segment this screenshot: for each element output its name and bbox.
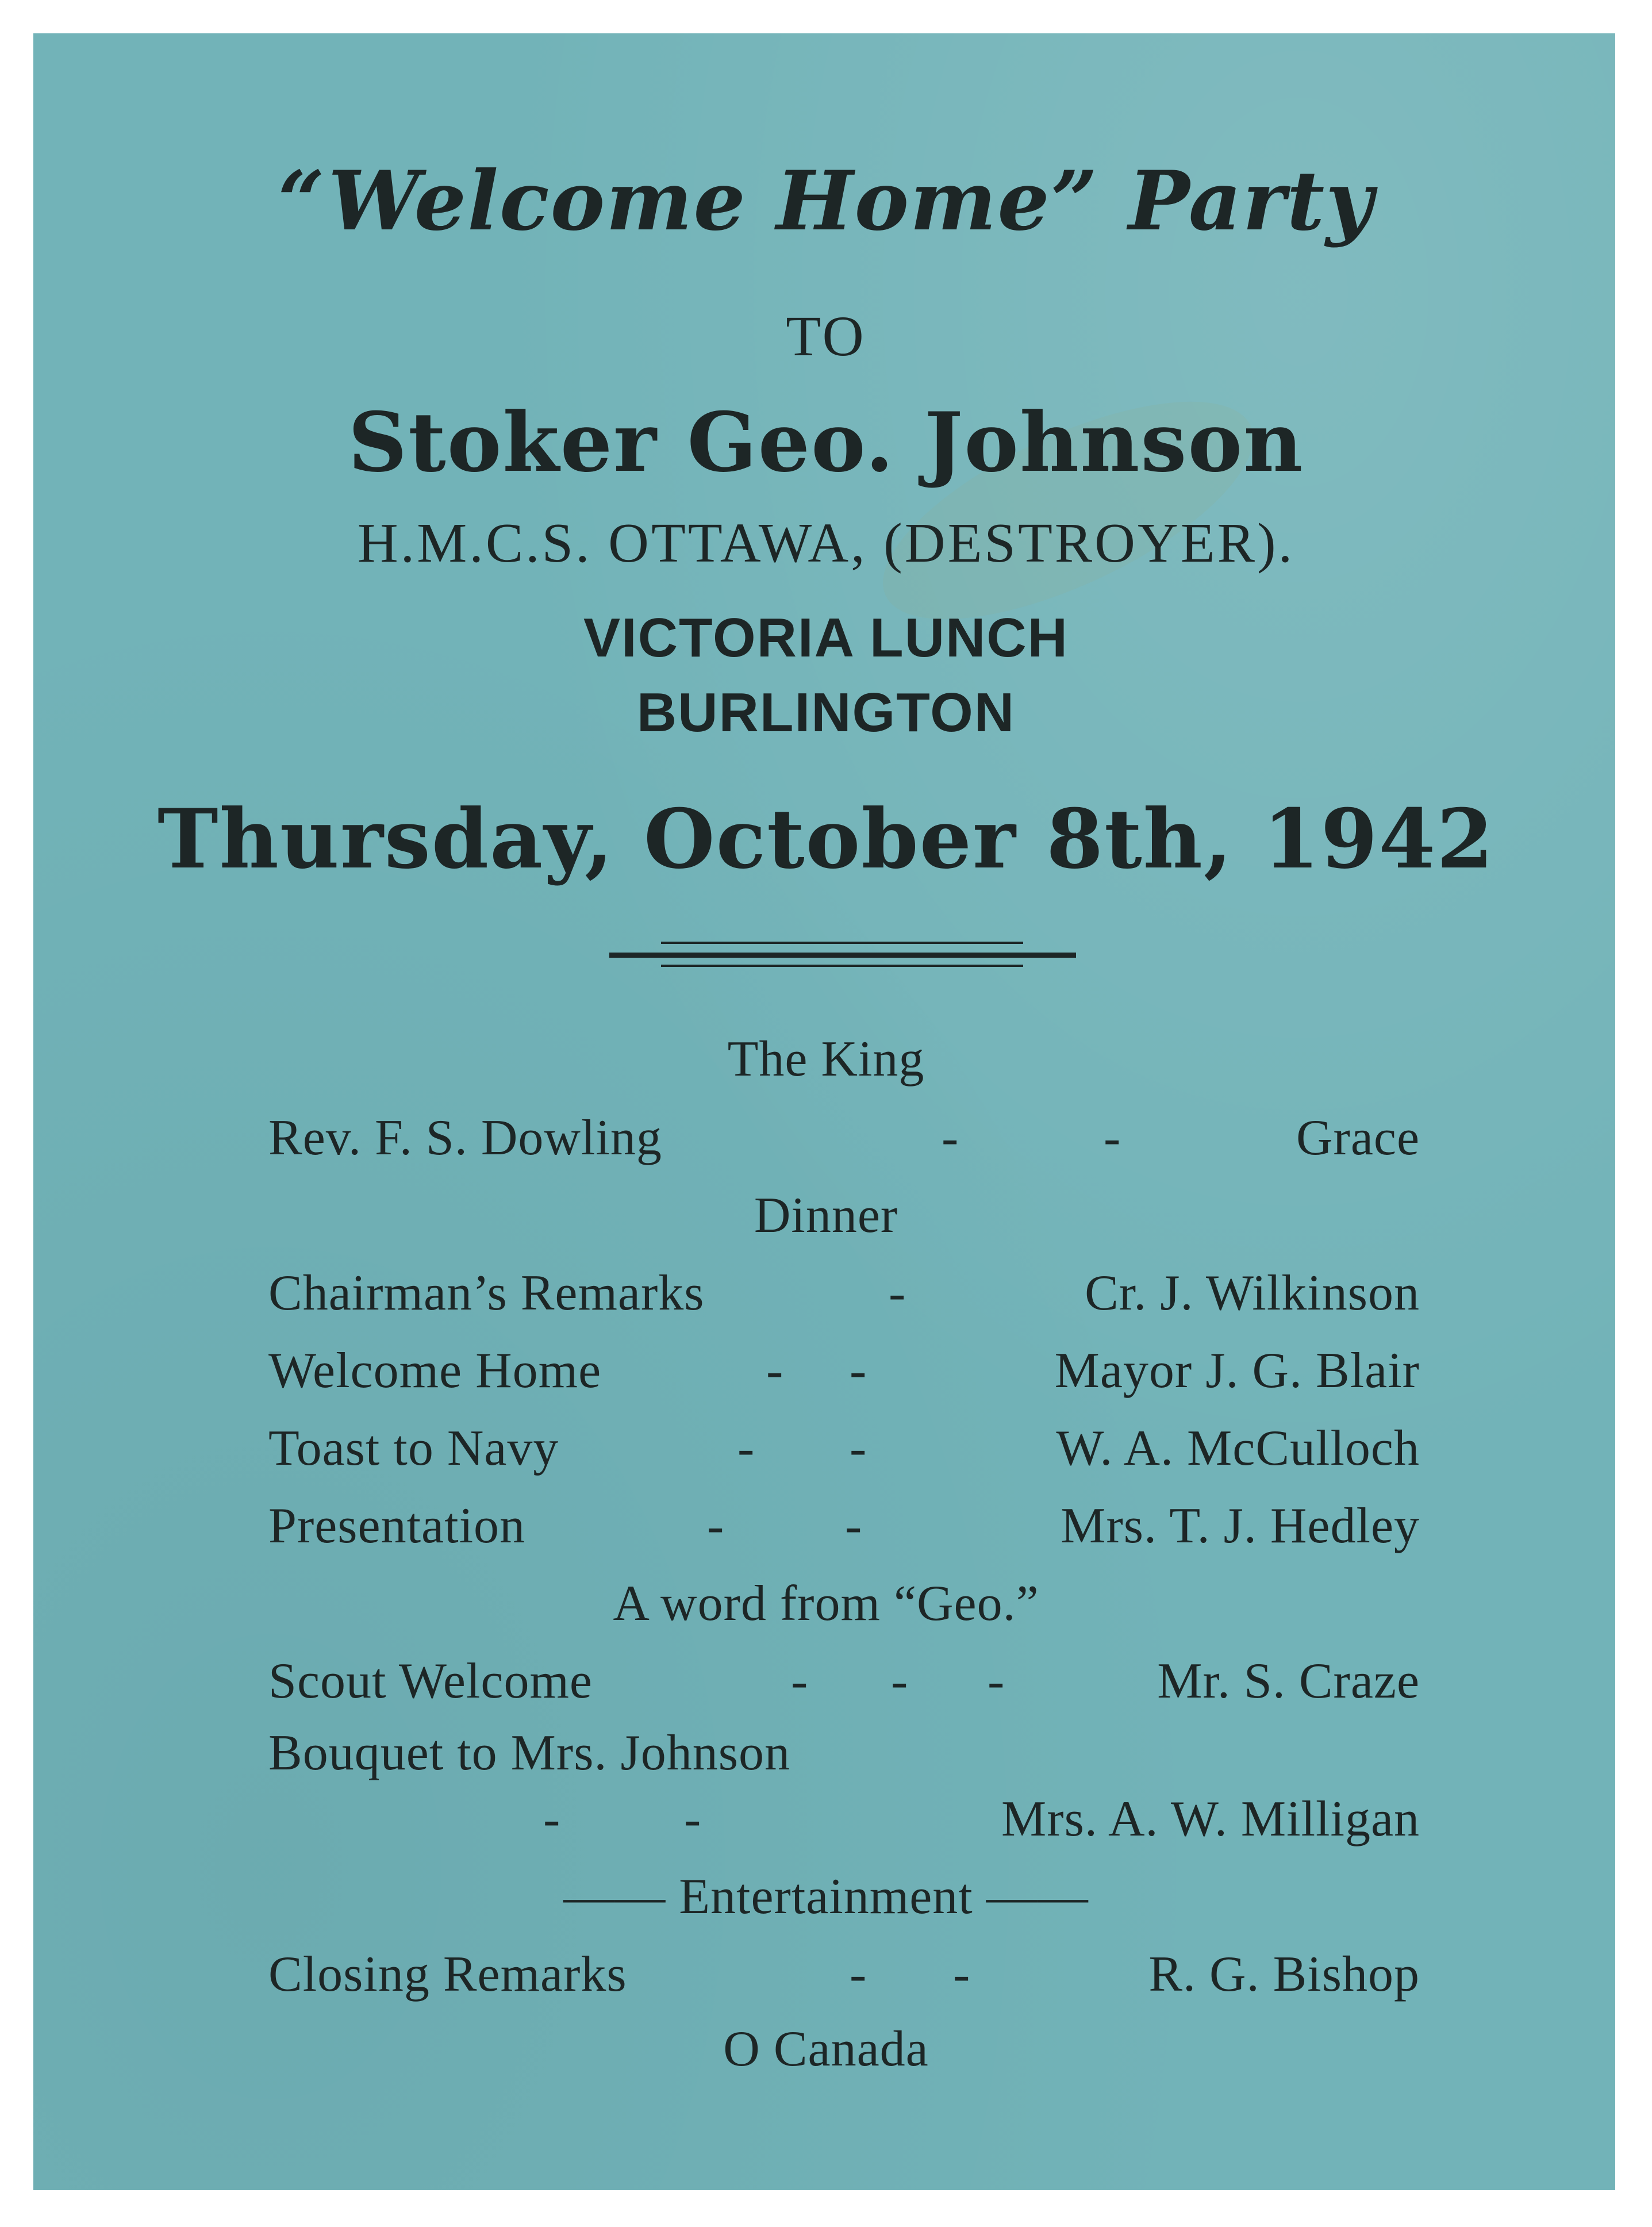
program-o-canada: O Canada xyxy=(723,2021,929,2077)
program-dash: - xyxy=(791,1653,809,1709)
program-chairman-item: Chairman’s Remarks xyxy=(268,1265,705,1321)
program-presentation-speaker: Mrs. T. J. Hedley xyxy=(1061,1498,1420,1554)
program-word-from-geo: A word from “Geo.” xyxy=(613,1576,1039,1631)
program-dash: - xyxy=(850,1343,867,1399)
program-dash: - xyxy=(891,1653,909,1709)
program-toast-item: Toast to Navy xyxy=(268,1420,559,1476)
program-dash: - xyxy=(889,1265,906,1321)
program-grace-item: Grace xyxy=(1296,1110,1420,1166)
program-toast-speaker: W. A. McCulloch xyxy=(1056,1420,1420,1476)
program-welcome-item: Welcome Home xyxy=(268,1343,602,1399)
program-the-king: The King xyxy=(727,1031,925,1087)
program-dash: - xyxy=(850,1946,867,2002)
program-presentation-item: Presentation xyxy=(268,1498,526,1554)
program-grace-speaker: Rev. F. S. Dowling xyxy=(268,1110,662,1166)
program-bouquet-item: Bouquet to Mrs. Johnson xyxy=(268,1725,790,1781)
event-title: “Welcome Home” Party xyxy=(278,153,1374,249)
program-entertainment: —— Entertainment —— xyxy=(563,1869,1089,1925)
program-dash: - xyxy=(684,1791,702,1847)
to-label: TO xyxy=(786,304,866,368)
program-dash: - xyxy=(845,1498,863,1554)
program-welcome-speaker: Mayor J. G. Blair xyxy=(1054,1343,1420,1399)
divider-line-top xyxy=(661,942,1023,944)
program-chairman-speaker: Cr. J. Wilkinson xyxy=(1085,1265,1420,1321)
program-dash: - xyxy=(850,1420,867,1476)
program-dash: - xyxy=(1104,1110,1121,1166)
program-dash: - xyxy=(543,1791,561,1847)
program-dash: - xyxy=(737,1420,755,1476)
venue-town: BURLINGTON xyxy=(636,682,1016,743)
ship-name: H.M.C.S. OTTAWA, (DESTROYER). xyxy=(357,512,1295,574)
program-closing-item: Closing Remarks xyxy=(268,1946,627,2002)
program-dash: - xyxy=(766,1343,784,1399)
program-dash: - xyxy=(707,1498,725,1554)
program-scout-speaker: Mr. S. Craze xyxy=(1157,1653,1420,1709)
program-dinner: Dinner xyxy=(754,1188,898,1243)
divider-line-bottom xyxy=(661,965,1023,967)
program-closing-speaker: R. G. Bishop xyxy=(1148,1946,1420,2002)
event-date: Thursday, October 8th, 1942 xyxy=(157,792,1495,887)
program-dash: - xyxy=(988,1653,1005,1709)
program-dash: - xyxy=(942,1110,959,1166)
program-scout-item: Scout Welcome xyxy=(268,1653,593,1709)
venue-name: VICTORIA LUNCH xyxy=(583,607,1069,669)
divider-line-middle xyxy=(609,953,1076,958)
program-bouquet-speaker: Mrs. A. W. Milligan xyxy=(1001,1791,1420,1847)
honoree-name: Stoker Geo. Johnson xyxy=(348,395,1304,490)
program-dash: - xyxy=(953,1946,971,2002)
